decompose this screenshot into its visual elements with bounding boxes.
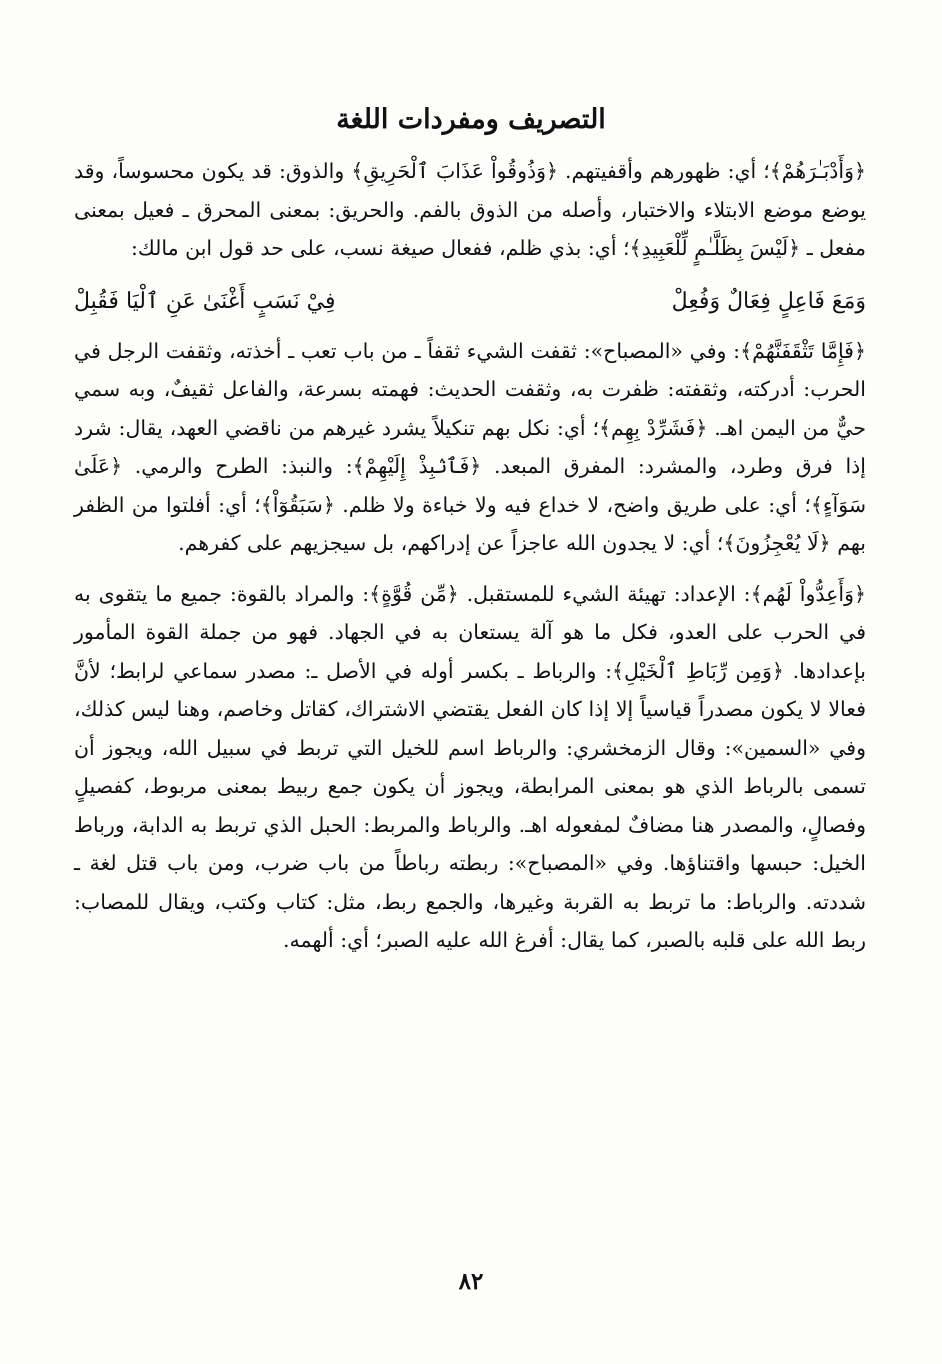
paragraph-1: ﴿وَأَدْبَـٰرَهُمْ﴾؛ أي: ظهورهم وأقفيتهم. ﴿وَذُوقُواْ عَذَابَ ٱلْحَرِيقِ﴾ والذوق: قد يكون محسوساً، وقد يوضع موضع الابتلاء والاختبار، وأصله من الذوق بالفم. والحريق: بمعنى المحرق ـ فعيل بمعنى مفعل ـ ﴿لَيْسَ بِظَلَّـٰمٍ لِّلْعَبِيدِ﴾؛ أي: بذي ظلم، ففعال صيغة نسب، على حد قول ابن مالك: (74, 159, 866, 260)
page-number: ٨٢ (458, 1268, 484, 1295)
paragraph-2: ﴿فَإِمَّا تَثْقَفَنَّهُمْ﴾: وفي «المصباح»: ثقفت الشيء ثقفاً ـ من باب تعب ـ أخذته، وثقفت الرجل في الحرب: أدركته، وثقفته: ظفرت به، وثقفت الحديث: فهمته بسرعة، والفاعل ثقيفٌ، وبه سمي حيٌّ من اليمن اهـ. ﴿فَشَرِّدْ بِهِم﴾؛ أي: نكل بهم تنكيلاً يشرد غيرهم من ناقضي العهد، يقال: شرد إذا فرق وطرد، والمشرد: المفرق المبعد. ﴿فَٱنۢبِذْ إِلَيْهِمْ﴾: والنبذ: الطرح والرمي. ﴿عَلَىٰ سَوَآءٍ﴾؛ أي: على طريق واضح، لا خداع فيه ولا خباءة ولا ظلم. ﴿سَبَقُوٓاْ﴾؛ أي: أفلتوا من الظفر بهم ﴿لَا يُعْجِزُونَ﴾؛ أي: لا يجدون الله عاجزاً عن إدراكهم، بل سيجزيهم على كفرهم. (74, 338, 866, 555)
verse-first-hemistich: وَمَعَ فَاعِلٍ فِعَالٌ وَفُعِلْ (671, 288, 866, 314)
page-body (74, 152, 866, 960)
verse-second-hemistich: فِيْ نَسَبٍ أَغْنَىٰ عَنِ ٱلْيَا فَقُبِلْ (74, 288, 336, 314)
page-title: التصريف ومفردات اللغة (336, 104, 606, 135)
poetry-verse (74, 282, 866, 322)
paragraph-3: ﴿وَأَعِدُّواْ لَهُم﴾: الإعداد: تهيئة الشيء للمستقبل. ﴿مِّن قُوَّةٍ﴾: والمراد بالقوة: جميع ما يتقوى به في الحرب على العدو، فكل ما هو آلة يستعان به في الجهاد. فهو من جملة القوة المأمور بإعدادها. ﴿وَمِن رِّبَاطِ ٱلْخَيْلِ﴾: والرباط ـ بكسر أوله في الأصل ـ: مصدر سماعي لرابط؛ لأنَّ فعالا لا يكون مصدراً قياسياً إلا إذا كان الفعل يقتضي الاشتراك، كقاتل وخاصم، وهنا ليس كذلك، وفي «السمين»: وقال الزمخشري: والرباط اسم للخيل التي تربط في سبيل الله، ويجوز أن تسمى بالرباط الذي هو بمعنى المرابطة، ويجوز أن يكون جمع ربيط بمعنى مربوط، كفصيلٍ وفصالٍ، والمصدر هنا مضافٌ لمفعوله اهـ. والرباط والمربط: الحبل الذي تربط به الدابة، ورباط الخيل: حبسها واقتناؤها. وفي «المصباح»: ربطته رباطاً من باب ضرب، ومن باب قتل لغة ـ شددته. والرباط: ما تربط به القربة وغيرها، والجمع ربط، مثل: كتاب وكتب، ويقال للمصاب: ربط الله على قلبه بالصبر، كما يقال: أفرغ الله عليه الصبر؛ أي: ألهمه. (74, 581, 866, 952)
